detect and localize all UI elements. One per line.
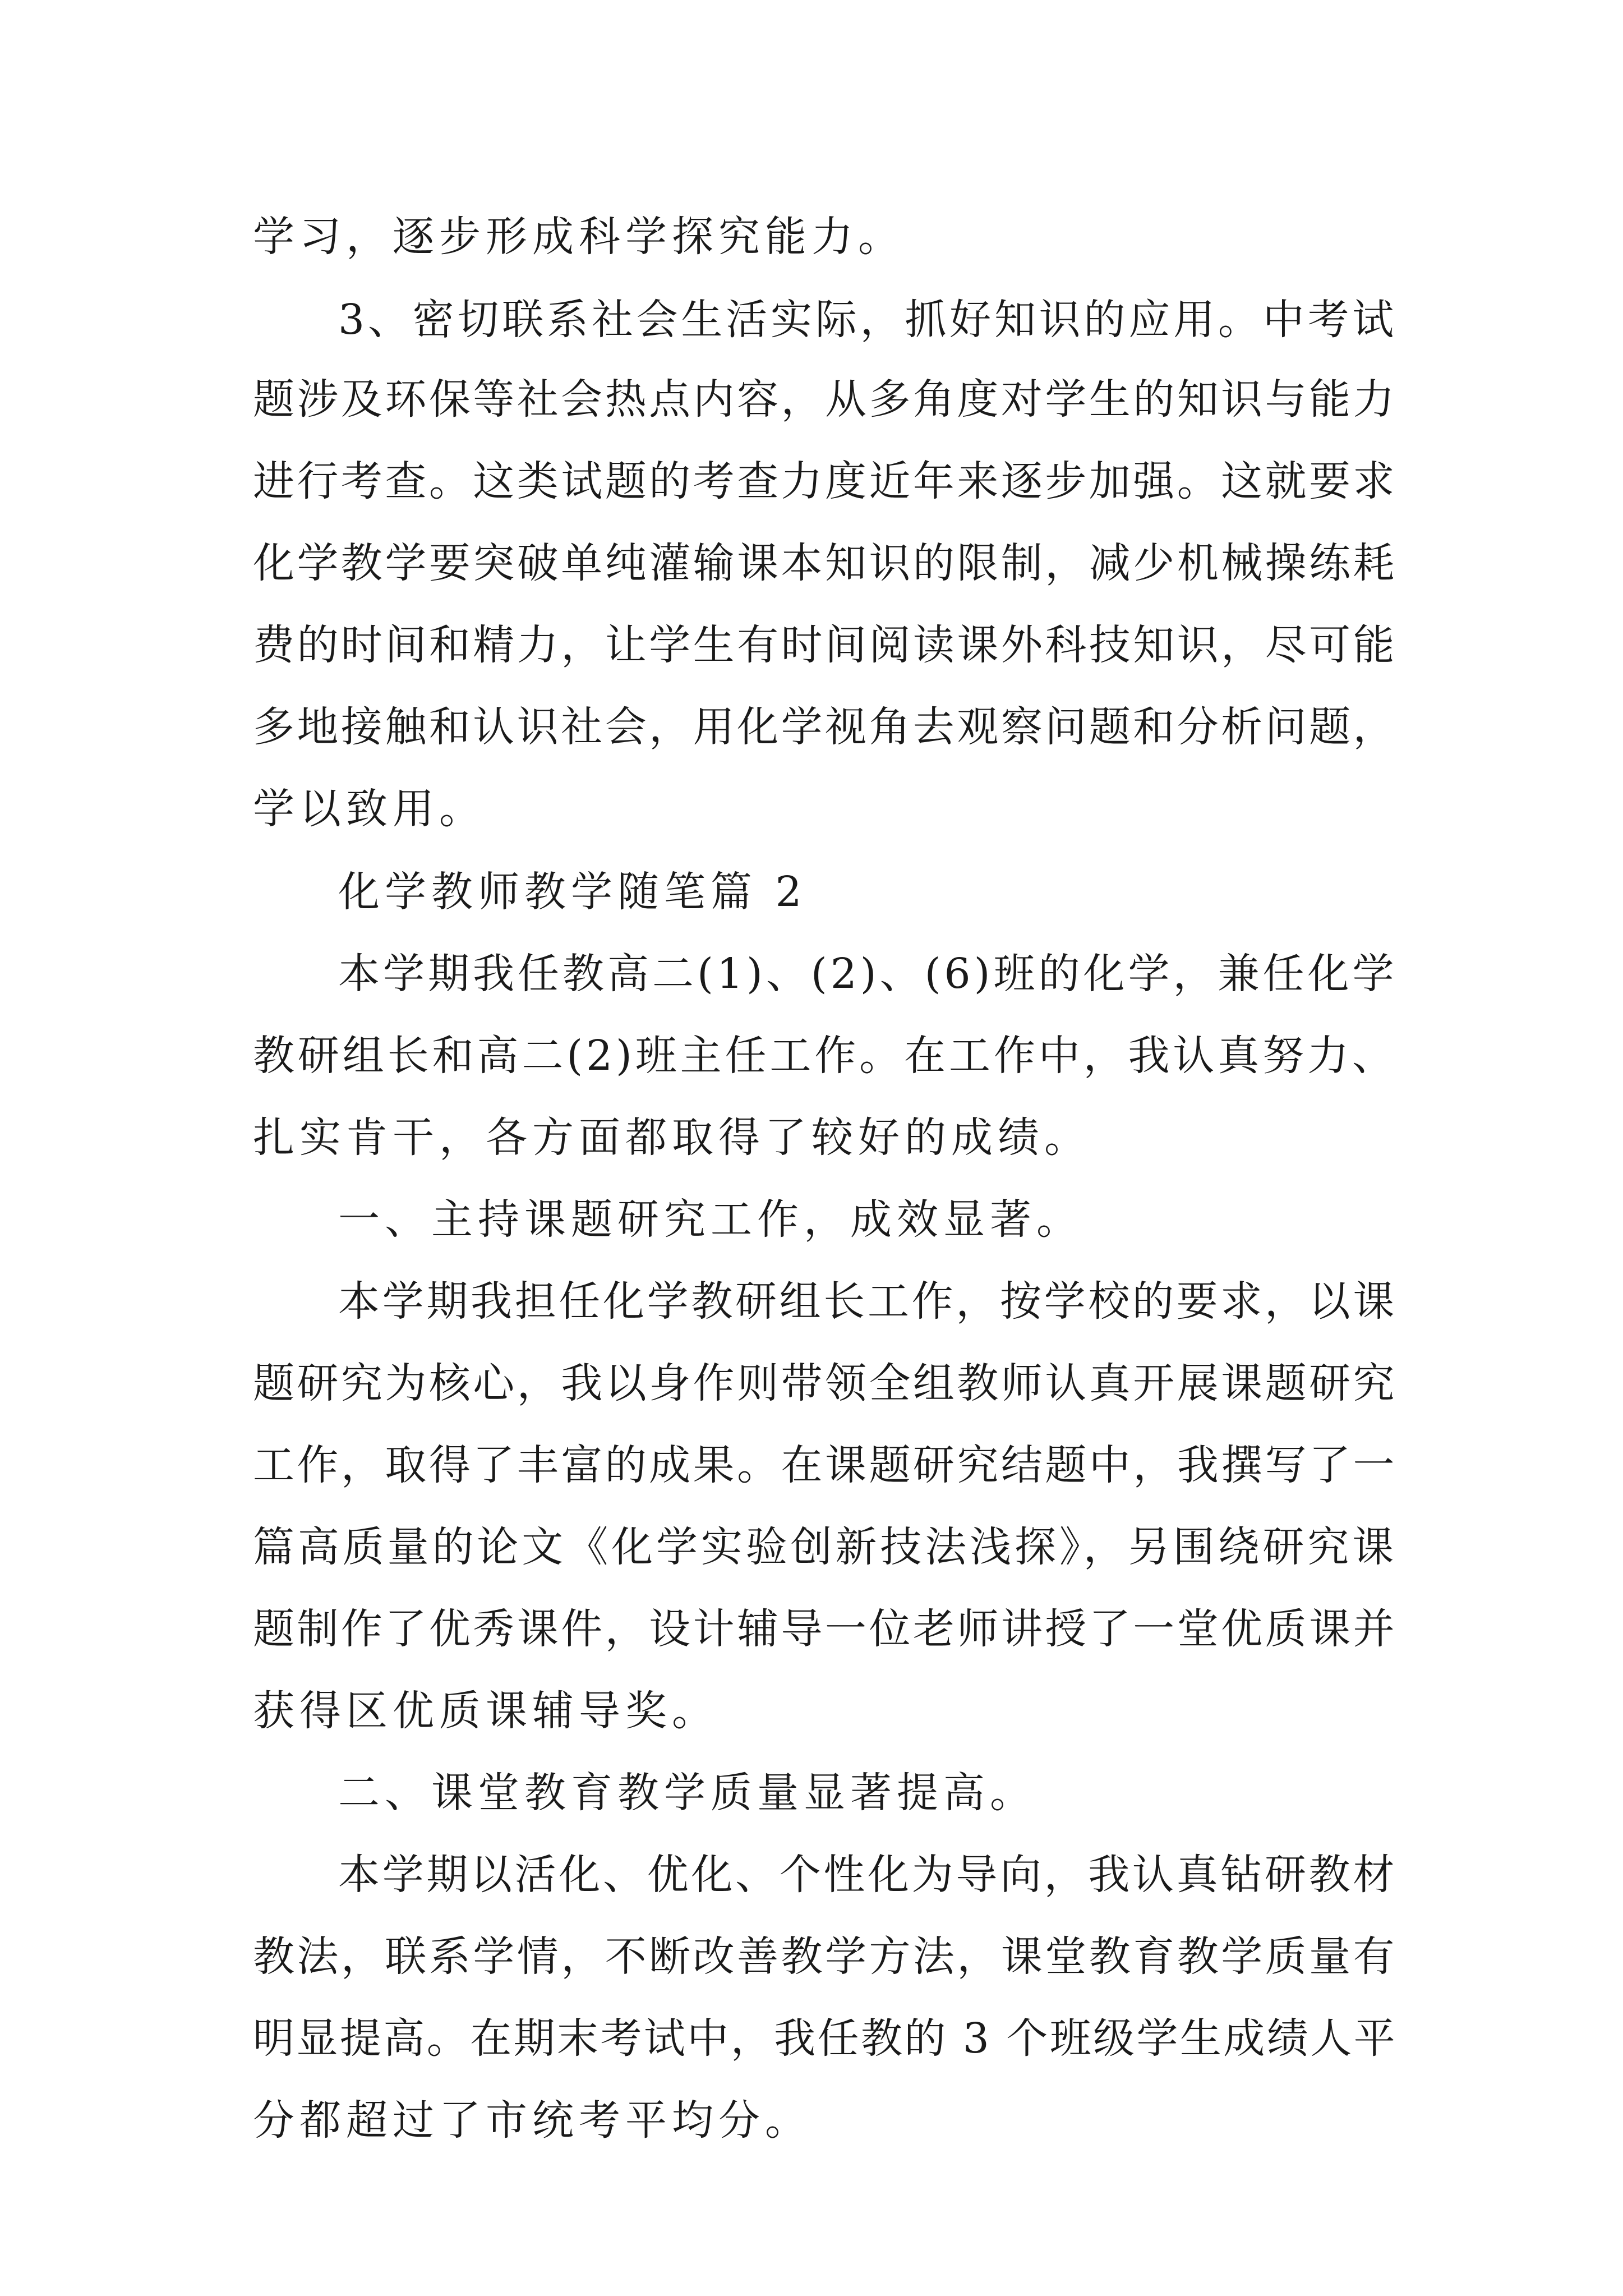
text-line-12: 扎实肯干，各方面都取得了较好的成绩。 xyxy=(253,1114,1091,1162)
text-line-7: 多地接触和认识社会，用化学视角去观察问题和分析问题， xyxy=(253,703,1397,751)
subheading-1: 一、主持课题研究工作，成效显著。 xyxy=(338,1195,1083,1244)
text-line-1: 学习，逐步形成科学探究能力。 xyxy=(253,213,905,261)
text-line-6: 费的时间和精力，让学生有时间阅读课外科技知识，尽可能 xyxy=(253,621,1397,669)
text-line-16: 工作，取得了丰富的成果。在课题研究结题中，我撰写了一 xyxy=(253,1441,1397,1489)
text-line-24: 分都超过了市统考平均分。 xyxy=(253,2096,811,2145)
text-line-3: 题涉及环保等社会热点内容，从多角度对学生的知识与能力 xyxy=(253,375,1397,424)
text-line-10: 本学期我任教高二(1)、(2)、(6)班的化学，兼任化学 xyxy=(338,950,1398,998)
text-line-11: 教研组长和高二(2)班主任工作。在工作中，我认真努力、 xyxy=(253,1032,1397,1080)
subheading-2: 二、课堂教育教学质量显著提高。 xyxy=(338,1769,1036,1817)
section-heading-2: 化学教师教学随笔篇 2 xyxy=(338,868,807,916)
text-line-19: 获得区优质课辅导奖。 xyxy=(253,1687,718,1735)
text-line-8: 学以致用。 xyxy=(253,785,486,833)
text-line-2: 3、密切联系社会生活实际，抓好知识的应用。中考试 xyxy=(338,296,1398,344)
text-line-4: 进行考查。这类试题的考查力度近年来逐步加强。这就要求 xyxy=(253,457,1397,505)
text-line-21: 本学期以活化、优化、个性化为导向，我认真钻研教材 xyxy=(338,1851,1397,1899)
text-line-14: 本学期我担任化学教研组长工作，按学校的要求，以课 xyxy=(338,1277,1397,1326)
text-line-15: 题研究为核心，我以身作则带领全组教师认真开展课题研究 xyxy=(253,1359,1397,1407)
text-line-17: 篇高质量的论文《化学实验创新技法浅探》，另围绕研究课 xyxy=(253,1523,1397,1571)
text-line-22: 教法，联系学情，不断改善教学方法，课堂教育教学质量有 xyxy=(253,1932,1397,1981)
text-line-5: 化学教学要突破单纯灌输课本知识的限制，减少机械操练耗 xyxy=(253,539,1397,587)
text-line-18: 题制作了优秀课件，设计辅导一位老师讲授了一堂优质课并 xyxy=(253,1605,1397,1653)
text-line-23: 明显提高。在期末考试中，我任教的 3 个班级学生成绩人平 xyxy=(253,2014,1398,2063)
